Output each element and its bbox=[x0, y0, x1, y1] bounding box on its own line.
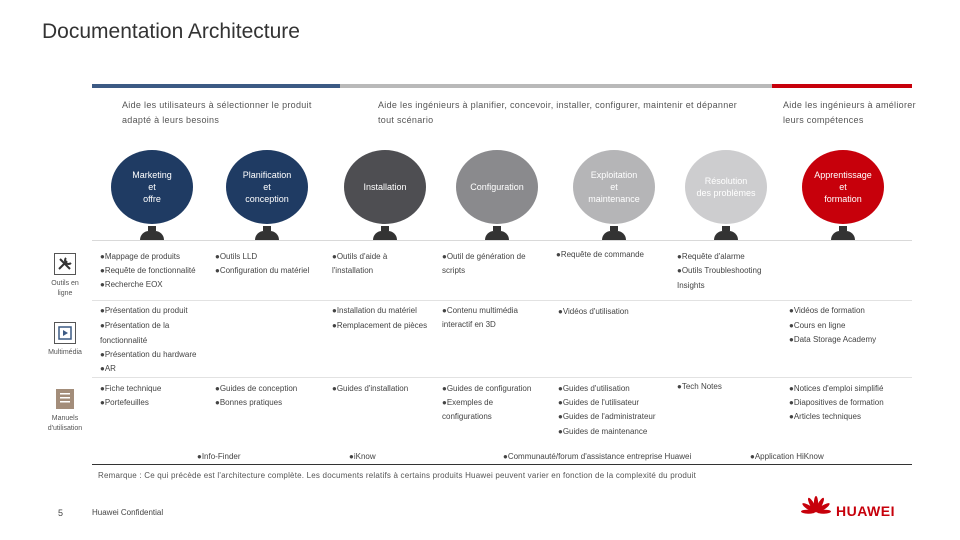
description-engineers: Aide les ingénieurs à planifier, concevoir, installer, configurer, maintenir et dépanner tout scénario bbox=[378, 100, 738, 125]
link-maintenance-guides[interactable]: ●Guides de maintenance bbox=[558, 427, 648, 436]
link-quick-guides[interactable]: ●Notices d'emploi simplifié bbox=[789, 384, 884, 393]
page-title: Documentation Architecture bbox=[42, 20, 300, 43]
description-users: Aide les utilisateurs à sélectionner le produit adapté à leurs besoins bbox=[122, 100, 312, 125]
link-hardware-presentation[interactable]: ●Présentation du hardware bbox=[100, 350, 197, 359]
manual-icon bbox=[54, 388, 76, 410]
stand-icon bbox=[831, 226, 855, 240]
brand-name: HUAWEI bbox=[836, 503, 895, 519]
link-eox-search[interactable]: ●Recherche EOX bbox=[100, 280, 163, 289]
phase-bar-blue bbox=[92, 84, 340, 88]
row-separator bbox=[92, 377, 912, 378]
row-label-multimedia: Multimédia bbox=[48, 349, 82, 356]
link-data-storage-academy[interactable]: ●Data Storage Academy bbox=[789, 335, 877, 344]
huawei-logo bbox=[800, 496, 910, 524]
row-separator bbox=[92, 300, 912, 301]
link-command-query[interactable]: ●Requête de commande bbox=[556, 250, 644, 259]
link-config-guides[interactable]: ●Guides de configuration bbox=[442, 384, 532, 393]
link-design-guides[interactable]: ●Guides de conception bbox=[215, 384, 298, 393]
row-label-manuals: Manuels d'utilisation bbox=[47, 415, 83, 432]
stand-icon bbox=[255, 226, 279, 240]
tools-icon bbox=[54, 253, 76, 275]
link-tech-notes[interactable]: ●Tech Notes bbox=[677, 382, 722, 391]
3d-content-cont: interactif en 3D bbox=[442, 320, 496, 329]
link-admin-guides[interactable]: ●Guides de l'administrateur bbox=[558, 412, 656, 421]
script-generator-cont: scripts bbox=[442, 266, 466, 275]
phase-configuration[interactable]: Configuration bbox=[456, 150, 538, 224]
remark-note: Remarque : Ce qui précède est l'architecture complète. Les documents relatifs à certains produits Huawei peuvent varier en fonction de la complexité du produit bbox=[98, 471, 697, 480]
link-info-finder[interactable]: ●Info-Finder bbox=[197, 452, 241, 461]
link-alarm-query[interactable]: ●Requête d'alarme bbox=[677, 252, 745, 261]
link-iknow[interactable]: ●iKnow bbox=[349, 452, 376, 461]
link-config-examples[interactable]: ●Exemples de bbox=[442, 398, 494, 407]
link-datasheet[interactable]: ●Fiche technique bbox=[100, 384, 162, 393]
description-training: Aide les ingénieurs à améliorer leurs compétences bbox=[783, 100, 916, 125]
link-parts-replacement[interactable]: ●Remplacement de pièces bbox=[332, 321, 428, 330]
link-feature-presentation[interactable]: ●Présentation de la bbox=[100, 321, 170, 330]
link-hardware-config[interactable]: ●Configuration du matériel bbox=[215, 266, 310, 275]
config-examples-cont: configurations bbox=[442, 412, 492, 421]
link-3d-content[interactable]: ●Contenu multimédia bbox=[442, 306, 518, 315]
link-product-presentation[interactable]: ●Présentation du produit bbox=[100, 306, 188, 315]
link-hardware-install[interactable]: ●Installation du matériel bbox=[332, 306, 417, 315]
huawei-flower-icon bbox=[800, 496, 832, 522]
phase-bar-gray bbox=[340, 84, 772, 88]
link-ar[interactable]: ●AR bbox=[100, 364, 116, 373]
install-tools-cont: l'installation bbox=[332, 266, 374, 275]
divider bbox=[92, 240, 912, 241]
link-tech-articles[interactable]: ●Articles techniques bbox=[789, 412, 861, 421]
link-script-generator[interactable]: ●Outil de génération de bbox=[442, 252, 526, 261]
platform-line bbox=[92, 464, 912, 465]
link-lld-tools[interactable]: ●Outils LLD bbox=[215, 252, 258, 261]
phase-troubleshooting[interactable]: Résolution des problèmes bbox=[685, 150, 767, 224]
link-usage-guides[interactable]: ●Guides d'utilisation bbox=[558, 384, 630, 393]
stand-icon bbox=[714, 226, 738, 240]
link-troubleshooting-tools[interactable]: ●Outils Troubleshooting bbox=[677, 266, 762, 275]
row-label-online: Outils en ligne bbox=[51, 280, 79, 297]
video-icon bbox=[54, 322, 76, 344]
phase-planning[interactable]: Planification et conception bbox=[226, 150, 308, 224]
link-user-guides[interactable]: ●Guides de l'utilisateur bbox=[558, 398, 640, 407]
link-training-slides[interactable]: ●Diapositives de formation bbox=[789, 398, 884, 407]
page-number: 5 bbox=[58, 508, 64, 518]
link-feature-query[interactable]: ●Requête de fonctionnalité bbox=[100, 266, 196, 275]
link-product-mapping[interactable]: ●Mappage de produits bbox=[100, 252, 180, 261]
link-community[interactable]: ●Communauté/forum d'assistance entreprise Huawei bbox=[503, 452, 692, 461]
phase-operation[interactable]: Exploitation et maintenance bbox=[573, 150, 655, 224]
phase-marketing[interactable]: Marketing et offre bbox=[111, 150, 193, 224]
stand-icon bbox=[602, 226, 626, 240]
link-usage-videos[interactable]: ●Vidéos d'utilisation bbox=[558, 307, 629, 316]
confidential-label: Huawei Confidential bbox=[92, 508, 164, 517]
link-online-courses[interactable]: ●Cours en ligne bbox=[789, 321, 846, 330]
stand-icon bbox=[373, 226, 397, 240]
link-install-tools[interactable]: ●Outils d'aide à bbox=[332, 252, 388, 261]
phase-training[interactable]: Apprentissage et formation bbox=[802, 150, 884, 224]
troubleshooting-tools-cont: Insights bbox=[677, 281, 705, 290]
stand-icon bbox=[485, 226, 509, 240]
link-training-videos[interactable]: ●Vidéos de formation bbox=[789, 306, 865, 315]
phase-bar-red bbox=[772, 84, 912, 88]
link-best-practices[interactable]: ●Bonnes pratiques bbox=[215, 398, 283, 407]
phase-installation[interactable]: Installation bbox=[344, 150, 426, 224]
feature-presentation-cont: fonctionnalité bbox=[100, 336, 148, 345]
link-hiknow-app[interactable]: ●Application HiKnow bbox=[750, 452, 824, 461]
link-portfolios[interactable]: ●Portefeuilles bbox=[100, 398, 149, 407]
stand-icon bbox=[140, 226, 164, 240]
link-install-guides[interactable]: ●Guides d'installation bbox=[332, 384, 409, 393]
